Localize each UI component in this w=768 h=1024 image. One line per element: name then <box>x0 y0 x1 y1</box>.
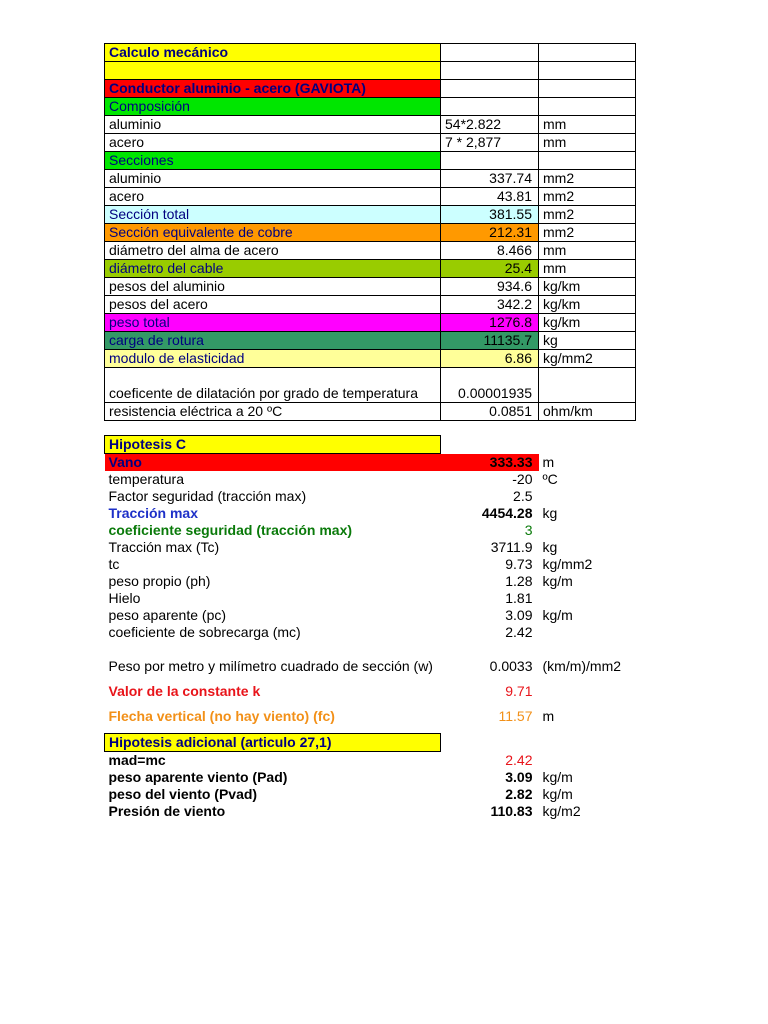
table-row <box>105 224 636 242</box>
table-row <box>105 641 636 675</box>
table-row <box>105 242 636 260</box>
cell-unit: ºC <box>542 471 558 487</box>
cell-value: 6.86 <box>441 350 539 368</box>
cell-value: 333.33 <box>441 454 539 472</box>
cell-unit: mm <box>539 260 636 278</box>
table-row <box>105 278 636 296</box>
cell-value: 381.55 <box>441 206 539 224</box>
cell-value: 3 <box>524 522 533 538</box>
cell-unit: kg <box>542 505 558 521</box>
table-row <box>105 403 636 421</box>
table-row <box>105 170 636 188</box>
table-row <box>105 522 636 539</box>
cell-unit: mm2 <box>539 188 636 206</box>
table-row <box>105 803 636 820</box>
conductor-header: Conductor aluminio - acero (GAVIOTA) <box>105 80 441 98</box>
cell-label: peso del viento (Pvad) <box>108 786 258 802</box>
cell-value: 337.74 <box>441 170 539 188</box>
cell-value: 25.4 <box>441 260 539 278</box>
cell-value: 342.2 <box>441 296 539 314</box>
table-row <box>105 152 636 170</box>
table-row <box>105 260 636 278</box>
cell-label: pesos del acero <box>105 296 441 314</box>
cell-label: Tracción max <box>108 505 198 521</box>
cell-unit: kg/km <box>539 296 636 314</box>
cell-value: -20 <box>512 471 533 487</box>
cell-value: 2.42 <box>505 752 533 768</box>
table-row <box>105 488 636 505</box>
table-row <box>105 573 636 590</box>
cell-unit: mm <box>539 134 636 152</box>
cell-label: Peso por metro y milímetro cuadrado de sección (w) <box>108 658 433 674</box>
cell-label: mad=mc <box>108 752 166 768</box>
cell-value: 2.42 <box>505 624 533 640</box>
cell-value: 54*2.822 <box>441 116 539 134</box>
cell-value: 0.0851 <box>441 403 539 421</box>
cell-unit: kg/m2 <box>542 803 581 819</box>
cell-value: 3.09 <box>505 607 533 623</box>
cell-label: Presión de viento <box>108 803 226 819</box>
cell-label: peso total <box>105 314 441 332</box>
cell-label: diámetro del cable <box>105 260 441 278</box>
cell-label: aluminio <box>105 170 441 188</box>
cell-value: 0.00001935 <box>441 368 539 403</box>
table-row <box>105 624 636 641</box>
cell-value: 1276.8 <box>441 314 539 332</box>
table-row <box>105 683 636 700</box>
table-row <box>105 206 636 224</box>
cell-label: Sección total <box>105 206 441 224</box>
cell-label: acero <box>105 134 441 152</box>
cell-value: 7 * 2,877 <box>441 134 539 152</box>
cell-unit: kg/km <box>539 278 636 296</box>
cell-value: 3.09 <box>505 769 533 785</box>
table-row <box>105 98 636 116</box>
cell-label: Valor de la constante k <box>108 683 261 699</box>
table-row <box>105 607 636 624</box>
table-row <box>105 471 636 488</box>
table-row <box>105 350 636 368</box>
cell-value: 2.5 <box>513 488 533 504</box>
table-row <box>105 708 636 725</box>
table-row <box>105 436 636 454</box>
section-title: Hipotesis C <box>105 436 441 454</box>
cell-label: coeficiente seguridad (tracción max) <box>108 522 353 538</box>
cell-label: aluminio <box>105 116 441 134</box>
cell-label: Sección equivalente de cobre <box>105 224 441 242</box>
cell-unit: (km/m)/mm2 <box>542 658 622 674</box>
table-row <box>105 769 636 786</box>
cell-value: 2.82 <box>505 786 533 802</box>
cell-value: 934.6 <box>441 278 539 296</box>
cell-label: Hielo <box>108 590 141 606</box>
cell-value: 4454.28 <box>481 505 533 521</box>
cell-unit: m <box>542 708 555 724</box>
table-row <box>105 505 636 522</box>
cell-value: 212.31 <box>441 224 539 242</box>
cell-label: acero <box>105 188 441 206</box>
cell-label: resistencia eléctrica a 20 ºC <box>105 403 441 421</box>
cell-label: Factor seguridad (tracción max) <box>108 488 307 504</box>
table-row <box>105 134 636 152</box>
table-row <box>105 62 636 80</box>
cell-unit: kg/km <box>539 314 636 332</box>
data-table <box>104 43 636 820</box>
cell-label: Secciones <box>105 152 441 170</box>
cell-label: carga de rotura <box>105 332 441 350</box>
cell-unit: kg/m <box>542 573 573 589</box>
cell-unit: kg/m <box>542 786 573 802</box>
cell-label: Flecha vertical (no hay viento) (fc) <box>108 708 335 724</box>
cell-value: 9.71 <box>505 683 533 699</box>
cell-label: Vano <box>105 454 441 472</box>
cell-unit: kg/m <box>542 769 573 785</box>
cell-value: 43.81 <box>441 188 539 206</box>
cell-label: tc <box>108 556 120 572</box>
table-row <box>105 80 636 98</box>
cell-label: peso aparente viento (Pad) <box>108 769 288 785</box>
cell-unit: ohm/km <box>539 403 636 421</box>
section-title: Hipotesis adicional (articulo 27,1) <box>105 734 441 752</box>
cell-label: diámetro del alma de acero <box>105 242 441 260</box>
sheet-title: Calculo mecánico <box>105 44 441 62</box>
cell-value: 0.0033 <box>489 658 533 674</box>
cell-unit: m <box>542 454 555 470</box>
cell-value: 9.73 <box>505 556 533 572</box>
cell-value: 1.81 <box>505 590 533 606</box>
table-row <box>105 314 636 332</box>
table-row <box>105 368 636 403</box>
cell-label: modulo de elasticidad <box>105 350 441 368</box>
cell-value: 110.83 <box>490 803 533 819</box>
cell-label: pesos del aluminio <box>105 278 441 296</box>
table-row <box>105 556 636 573</box>
cell-label: Composición <box>105 98 441 116</box>
cell-label: peso propio (ph) <box>108 573 211 589</box>
cell-unit: mm2 <box>539 206 636 224</box>
cell-value: 11.57 <box>498 708 533 724</box>
cell-value: 11135.7 <box>441 332 539 350</box>
cell-label: Tracción max (Tc) <box>108 539 220 555</box>
cell-label: peso aparente (pc) <box>108 607 227 623</box>
cell-unit: mm <box>539 116 636 134</box>
cell-label: temperatura <box>108 471 184 487</box>
table-row <box>105 752 636 770</box>
table-row <box>105 116 636 134</box>
cell-unit: kg <box>539 332 636 350</box>
cell-label: coeficente de dilatación por grado de temperatura <box>105 368 441 403</box>
cell-unit: mm2 <box>539 170 636 188</box>
spreadsheet <box>104 43 636 820</box>
table-row <box>105 332 636 350</box>
cell-value: 3711.9 <box>490 539 533 555</box>
table-row <box>105 590 636 607</box>
table-row <box>105 44 636 62</box>
table-row <box>105 296 636 314</box>
cell-value: 8.466 <box>441 242 539 260</box>
table-row <box>105 734 636 752</box>
cell-unit: mm2 <box>539 224 636 242</box>
cell-unit: kg/mm2 <box>542 556 593 572</box>
cell-unit: kg/mm2 <box>539 350 636 368</box>
cell-unit: mm <box>539 242 636 260</box>
cell-label: coeficiente de sobrecarga (mc) <box>108 624 301 640</box>
table-row <box>105 786 636 803</box>
cell-unit: kg/m <box>542 607 573 623</box>
table-row <box>105 539 636 556</box>
table-row <box>105 454 636 472</box>
table-row <box>105 188 636 206</box>
cell-value: 1.28 <box>505 573 533 589</box>
cell-unit: kg <box>542 539 558 555</box>
